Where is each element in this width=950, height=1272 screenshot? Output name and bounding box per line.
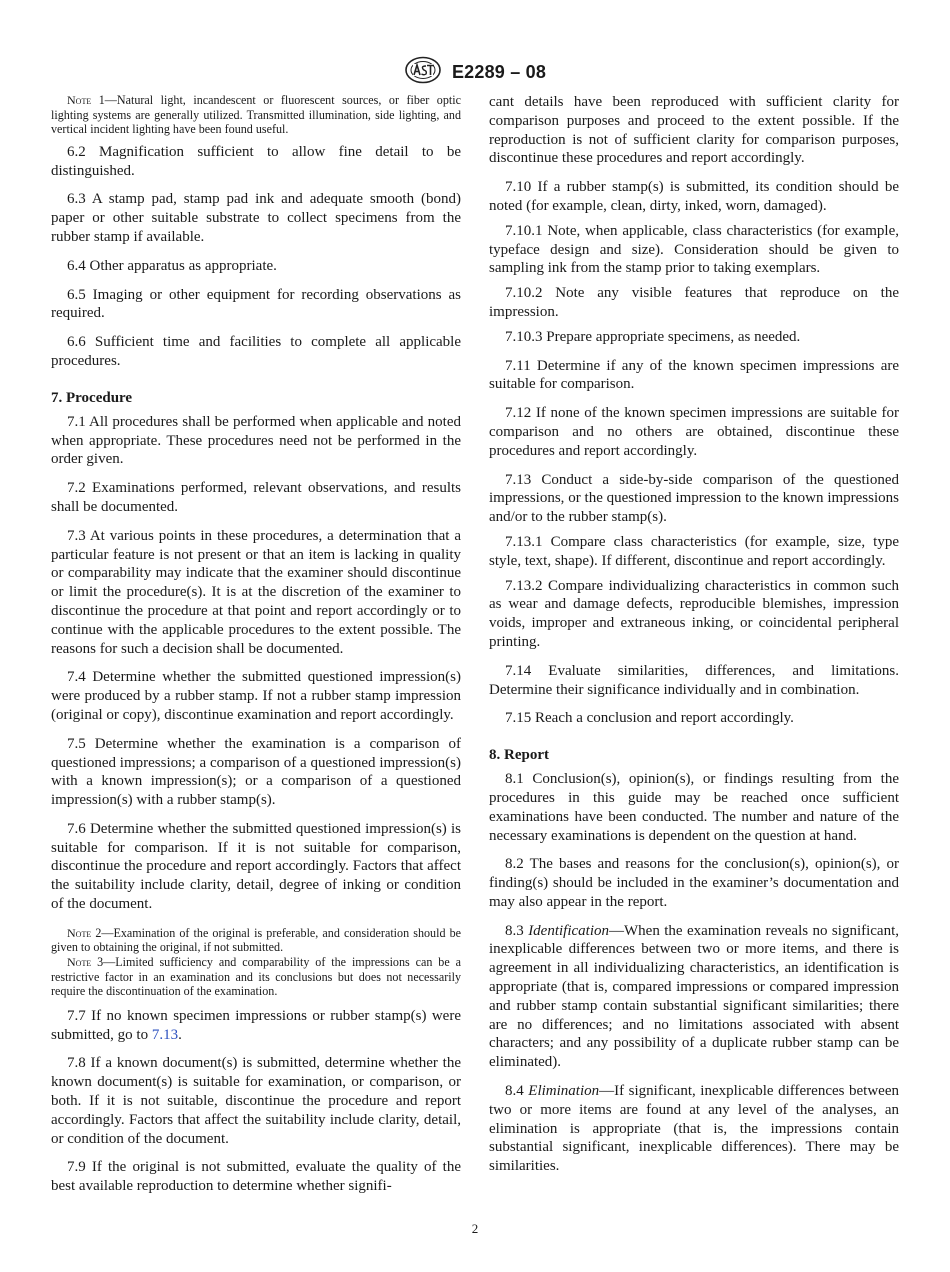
left-column [51, 93, 461, 1202]
section-heading-procedure: 7. Procedure [51, 389, 133, 406]
para-8-4: 8.4 Elimination—If significant, inexplicable differences between two or more items are found at any level of the analyses, an elimination is appropriate (that is, the impressions contain substantial significant, inexplicable differences). There may be similarities. [489, 1083, 899, 1175]
para-7-7: 7.7 If no known specimen impressions or rubber stamp(s) were submitted, go to 7.13. [51, 1007, 461, 1043]
para-6-4: 6.4 Other apparatus as appropriate. [67, 257, 277, 274]
para-6-6: 6.6 Sufficient time and facilities to complete all applicable procedures. [51, 334, 461, 369]
right-column [489, 93, 899, 1182]
para-7-10-3: 7.10.3 Prepare appropriate specimens, as needed. [505, 328, 801, 345]
note-3: Note 3—Limited sufficiency and comparability of the impressions can be a restrictive factor in an examination and its conclusions but does not necessarily require the discontinuation of the examination. [51, 955, 461, 999]
para-7-1: 7.1 All procedures shall be performed when applicable and noted when appropriate. These procedures need not be performed in the order given. [51, 413, 461, 468]
para-7-10: 7.10 If a rubber stamp(s) is submitted, its condition should be noted (for example, clean, dirty, inked, worn, damaged). [489, 179, 899, 214]
para-7-5: 7.5 Determine whether the examination is a comparison of questioned impressions; a comparison of a questioned impression(s) with a known impression(s); or a comparison of a questioned impression(s) with a rubber stamp(s). [51, 735, 461, 809]
designation: E2289 – 08 [451, 62, 547, 82]
para-6-2: 6.2 Magnification sufficient to allow fine detail to be distinguished. [51, 143, 461, 179]
para-7-15: 7.15 Reach a conclusion and report accordingly. [505, 710, 794, 727]
para-7-6: 7.6 Determine whether the submitted questioned impression(s) is suitable for comparison. If it is not suitable for comparison, discontinue the procedure and report accordingly. Factors that affect the suitability include clarity, detail, degree of inking or condition of the document. [51, 820, 461, 913]
para-7-9-continued: cant details have been reproduced with sufficient clarity for comparison purposes and proceed to the extent possible. If the reproduction is not of sufficient clarity for comparison purposes, discontinue these procedures and report accordingly. [489, 94, 899, 167]
page-number: 2 [471, 1221, 479, 1236]
para-8-2: 8.2 The bases and reasons for the conclusion(s), opinion(s), or finding(s) should be included in the examiner’s documentation and may also appear in the report. [489, 856, 899, 910]
para-7-14: 7.14 Evaluate similarities, differences, and limitations. Determine their significance individually and in combination. [489, 662, 899, 698]
para-7-13-2: 7.13.2 Compare individualizing characteristics in common such as wear and damage defects, reproducible blemishes, impression voids, improper and extraneous inking, or coincidental peripheral printing. [489, 577, 899, 650]
term-identification: Identification [528, 922, 610, 939]
para-7-12: 7.12 If none of the known specimen impressions are suitable for comparison and no others are obtained, discontinue these procedures and report accordingly. [489, 405, 899, 459]
para-7-10-2: 7.10.2 Note any visible features that reproduce on the impression. [489, 285, 899, 320]
para-8-1: 8.1 Conclusion(s), opinion(s), or findings resulting from the procedures in this guide may be reached once sufficient examinations have been conducted. The number and nature of the necessary examinations is dependent on the question at hand. [489, 771, 899, 844]
para-6-3: 6.3 A stamp pad, stamp pad ink and adequate smooth (bond) paper or other suitable substrate to collect specimens from the rubber stamp if available. [51, 191, 461, 245]
para-8-3: 8.3 Identification—When the examination reveals no significant, inexplicable differences between two or more items, and there is agreement in all individualizing characteristics, an identification is appropriate (that is, compared impressions or compared impression and rubber stamp contain substantial significant similarities; there are no differences; and no limitations associated with absent characters; and any possibility of a duplicate rubber stamp can be eliminated). [489, 922, 900, 1071]
xref-link-7-13[interactable]: 7.13 [151, 1026, 179, 1043]
para-7-11: 7.11 Determine if any of the known specimen impressions are suitable for comparison. [489, 357, 899, 393]
para-7-8: 7.8 If a known document(s) is submitted, determine whether the known document(s) is suitable for examination, or comparison, or both. If it is not suitable, discontinue the procedure and report accordingly. Factors that affect the suitability include clarity, detail, or condition of the document. [51, 1055, 461, 1147]
astm-logo-icon [404, 56, 442, 89]
note-1: Note 1—Natural light, incandescent or fluorescent sources, or fiber optic lighting systems are generally utilized. Transmitted illumination, side lighting, and vertical incident lighting have been found useful. [51, 93, 461, 137]
para-7-13-1: 7.13.1 Compare class characteristics (for example, size, type style, text, shape). If different, discontinue and report accordingly. [489, 533, 899, 569]
para-6-5: 6.5 Imaging or other equipment for recording observations as required. [51, 286, 461, 322]
para-7-3: 7.3 At various points in these procedures, a determination that a particular feature is not present or that an item is lacking in quality or comparability may indicate that the examiner should discontinue or limit the procedure(s). It is at the discretion of the examiner to discontinue the procedure at that point and report accordingly or to continue with the applicable procedures to the extent possible. The reasons for such a decision shall be documented. [51, 527, 461, 657]
para-7-9: 7.9 If the original is not submitted, evaluate the quality of the best available reproduction to determine whether signifi- [51, 1159, 461, 1195]
page-header [0, 56, 950, 89]
para-7-10-1: 7.10.1 Note, when applicable, class characteristics (for example, typeface design and size). Consideration should be given to sampling ink from the stamp prior to taking exemplars. [489, 222, 899, 277]
para-7-13: 7.13 Conduct a side-by-side comparison of the questioned impressions, or the questioned impression to the known impressions and/or to the rubber stamp(s). [489, 471, 899, 526]
para-7-4: 7.4 Determine whether the submitted questioned impression(s) were produced by a rubber stamp. If not a rubber stamp impression (original or copy), discontinue examination and report accordingly. [51, 669, 461, 723]
section-heading-report: 8. Report [489, 747, 549, 764]
note-2: Note 2—Examination of the original is preferable, and consideration should be given to obtaining the original, if not submitted. [51, 925, 461, 955]
term-elimination: Elimination [528, 1083, 600, 1100]
para-7-2: 7.2 Examinations performed, relevant observations, and results shall be documented. [51, 480, 461, 515]
